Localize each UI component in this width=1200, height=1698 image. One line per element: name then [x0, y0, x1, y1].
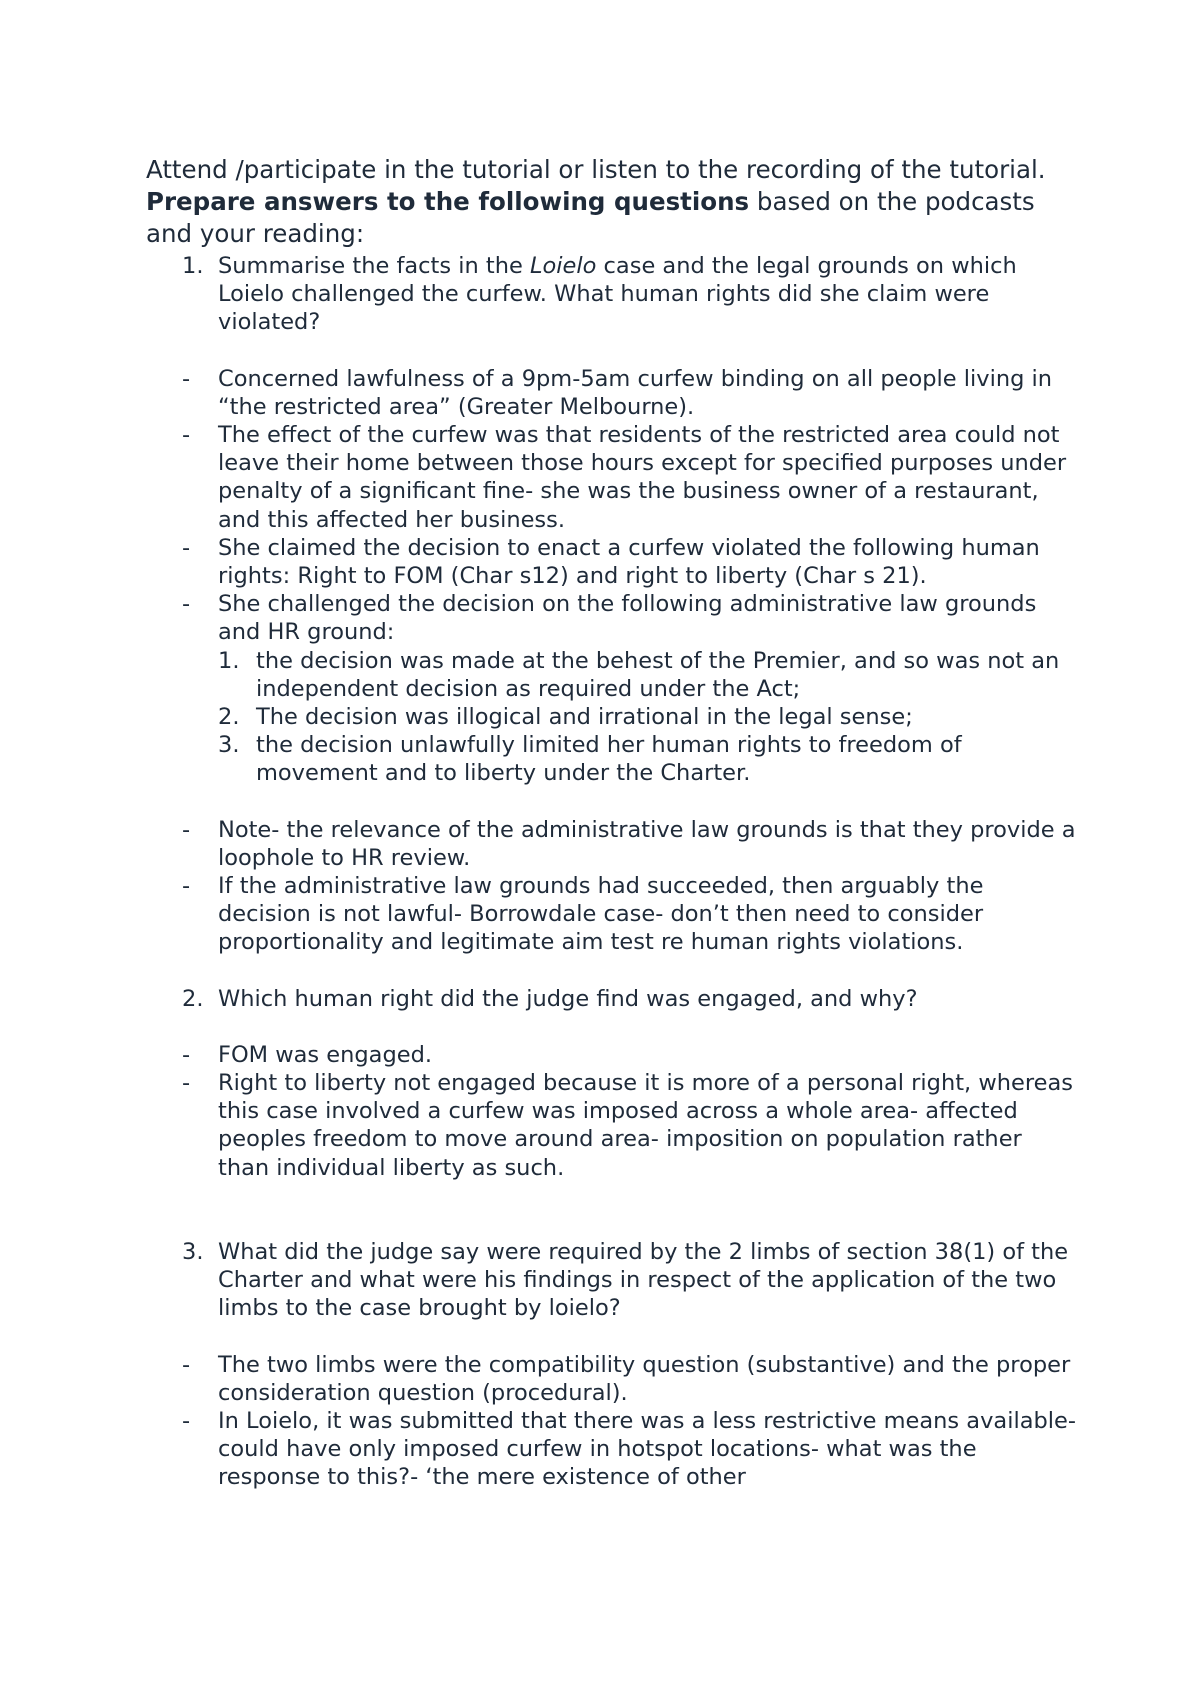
intro-text-end: based on the podcasts and your reading:	[146, 187, 1035, 248]
sub-item-text: the decision was made at the behest of the Premier, and so was not an independent decision as required under the Act;	[256, 647, 1060, 702]
question-3	[146, 1238, 1076, 1323]
bullet-text: FOM was engaged.	[218, 1041, 433, 1068]
bullet-text: Concerned lawfulness of a 9pm-5am curfew binding on all people living in “the restricted area” (Greater Melbourne).	[218, 365, 1053, 420]
dash-marker: -	[182, 1407, 191, 1434]
dash-marker: -	[182, 1351, 191, 1378]
question-text: What did the judge say were required by the 2 limbs of section 38(1) of the Charter and what were his findings in respect of the application of the two limbs to the case brought by loielo?	[218, 1238, 1069, 1322]
list-number: 3.	[182, 1238, 204, 1265]
bullet-item	[146, 421, 1076, 534]
list-number: 1.	[182, 253, 204, 279]
sub-item-text: The decision was illogical and irrational in the legal sense;	[256, 704, 913, 731]
list-number: 2.	[182, 985, 204, 1012]
question-text: Summarise the facts in the	[218, 253, 530, 279]
bullet-item	[146, 534, 1076, 590]
bullet-item	[146, 1069, 1076, 1182]
dash-marker: -	[182, 873, 191, 900]
bullet-text: The two limbs were the compatibility question (substantive) and the proper consideration question (procedural).	[218, 1351, 1071, 1406]
dash-marker: -	[182, 816, 191, 843]
intro-bold-text: Prepare answers to the following questions	[146, 187, 750, 216]
dash-marker: -	[182, 1070, 191, 1097]
question-2	[146, 985, 1076, 1013]
bullet-text: She challenged the decision on the following administrative law grounds and HR ground:	[218, 591, 1037, 646]
dash-marker: -	[182, 591, 191, 618]
dash-marker: -	[182, 365, 191, 392]
bullet-item	[146, 590, 1076, 646]
list-number: 3.	[218, 732, 240, 759]
intro-text: Attend /participate in the tutorial or listen to the recording of the tutorial.	[146, 155, 1046, 184]
question-list	[146, 252, 1076, 1492]
question-text-end: case and the legal grounds on which Loielo challenged the curfew. What human rights did she claim were violated?	[218, 253, 1017, 336]
bullet-text: She claimed the decision to enact a curfew violated the following human rights: Right to FOM (Char s12) and right to liberty (Char s 21).	[218, 534, 1040, 590]
dash-marker: -	[182, 422, 191, 449]
sub-item-text: the decision unlawfully limited her human rights to freedom of movement and to liberty under the Charter.	[256, 732, 962, 787]
bullet-text: Right to liberty not engaged because it is more of a personal right, whereas this case involved a curfew was imposed across a whole area- affected peoples freedom to move around area- imposition on population rather than individual liberty as such.	[218, 1070, 1073, 1181]
bullet-text: In Loielo, it was submitted that there was a less restrictive means available- could have only imposed curfew in hotspot locations- what was the response to this?- ‘the mere existence of other	[218, 1407, 1076, 1491]
question-1	[146, 252, 1076, 337]
dash-marker: -	[182, 534, 191, 561]
bullet-item	[146, 1351, 1076, 1407]
bullet-item	[146, 816, 1076, 872]
intro-paragraph	[146, 154, 1076, 250]
sub-item	[146, 647, 1076, 703]
case-name: Loielo	[529, 253, 597, 279]
bullet-text: The effect of the curfew was that residents of the restricted area could not leave their home between those hours except for specified purposes under penalty of a significant fine- she was the business owner of a restaurant, and this affected her business.	[218, 422, 1067, 533]
list-number: 1.	[218, 647, 240, 674]
question-text: Which human right did the judge find was engaged, and why?	[218, 985, 918, 1012]
list-number: 2.	[218, 704, 240, 731]
bullet-item	[146, 1041, 1076, 1069]
dash-marker: -	[182, 1041, 191, 1068]
bullet-item	[146, 365, 1076, 421]
bullet-text: If the administrative law grounds had succeeded, then arguably the decision is not lawful- Borrowdale case- don’t then need to consider proportionality and legitimate aim test re human rights violations.	[218, 873, 984, 956]
sub-item	[146, 731, 1076, 787]
sub-item	[146, 703, 1076, 731]
bullet-item	[146, 1407, 1076, 1492]
bullet-item	[146, 872, 1076, 957]
bullet-text: Note- the relevance of the administrative law grounds is that they provide a loophole to HR review.	[218, 816, 1076, 871]
